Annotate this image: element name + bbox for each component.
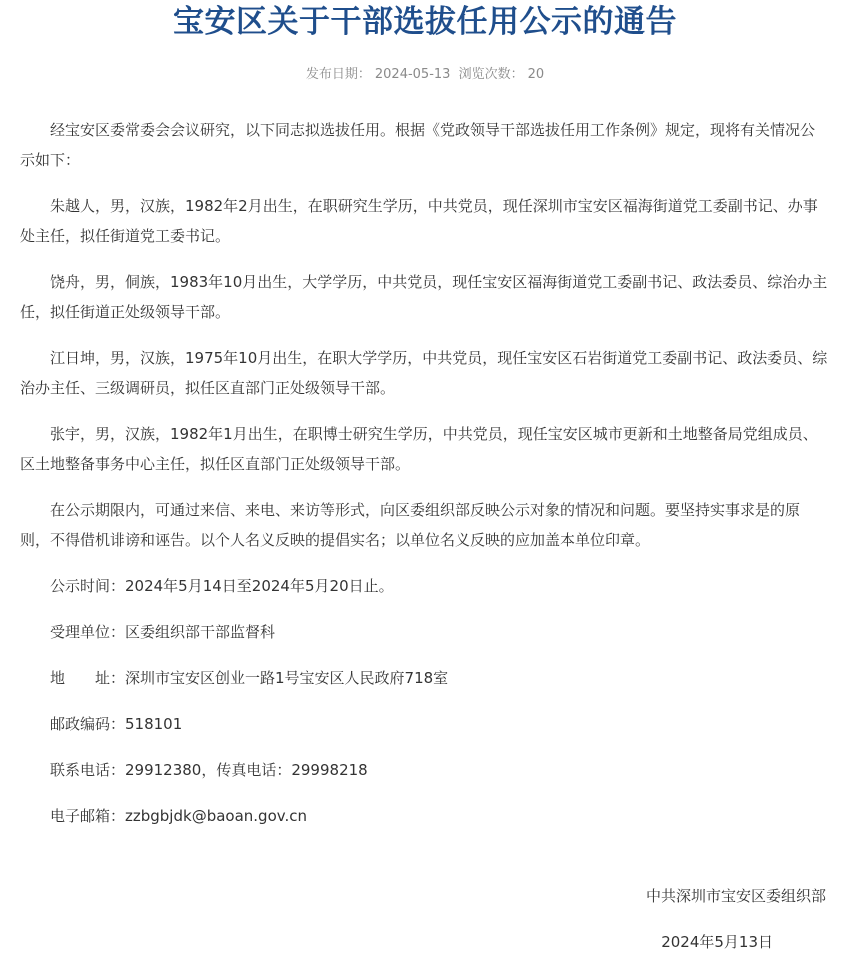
signature-organization: 中共深圳市宝安区委组织部 — [645, 887, 826, 905]
accepting-unit: 受理单位：区委组织部干部监督科 — [50, 623, 276, 641]
contact-address: 地 址：深圳市宝安区创业一路1号宝安区人民政府718室 — [50, 669, 449, 687]
page-title: 宝安区关于干部选拔任用公示的通告 — [173, 4, 677, 40]
publish-date: 2024-05-13 — [374, 67, 451, 82]
view-count-label: 浏览次数： — [458, 67, 524, 82]
view-count: 20 — [527, 67, 545, 82]
contact-phone: 联系电话：29912380，传真电话：29998218 — [50, 761, 368, 779]
contact-email: 电子邮箱：zzbgbjdk@baoan.gov.cn — [50, 807, 307, 825]
intro-paragraph: 经宝安区委常委会会议研究，以下同志拟选拔任用。根据《党政领导干部选拔任用工作条例》规定，现将有关情况公示如下： — [20, 121, 816, 169]
article-meta — [0, 66, 850, 84]
notice-period: 公示时间：2024年5月14日至2024年5月20日止。 — [50, 577, 394, 595]
article-body — [20, 115, 828, 847]
candidate-paragraph: 江日坤，男，汉族，1975年10月出生，在职大学学历，中共党员，现任宝安区石岩街道党工委副书记、政法委员、综治办主任、三级调研员，拟任区直部门正处级领导干部。 — [20, 349, 828, 397]
candidate-paragraph: 张宇，男，汉族，1982年1月出生，在职博士研究生学历，中共党员，现任宝安区城市更新和土地整备局党组成员、区土地整备事务中心主任，拟任区直部门正处级领导干部。 — [20, 425, 818, 473]
candidate-paragraph: 饶舟，男，侗族，1983年10月出生，大学学历，中共党员，现任宝安区福海街道党工委副书记、政法委员、综治办主任，拟任街道正处级领导干部。 — [20, 273, 828, 321]
candidate-paragraph: 朱越人，男，汉族，1982年2月出生，在职研究生学历，中共党员，现任深圳市宝安区福海街道党工委副书记、办事处主任，拟任街道党工委书记。 — [20, 197, 818, 245]
signature-date: 2024年5月13日 — [661, 933, 773, 951]
postal-code: 邮政编码：518101 — [50, 715, 183, 733]
publish-date-label: 发布日期： — [305, 67, 371, 82]
feedback-paragraph: 在公示期限内，可通过来信、来电、来访等形式，向区委组织部反映公示对象的情况和问题。要坚持实事求是的原则，不得借机诽谤和诬告。以个人名义反映的提倡实名；以单位名义反映的应加盖本单位印章。 — [20, 501, 801, 549]
